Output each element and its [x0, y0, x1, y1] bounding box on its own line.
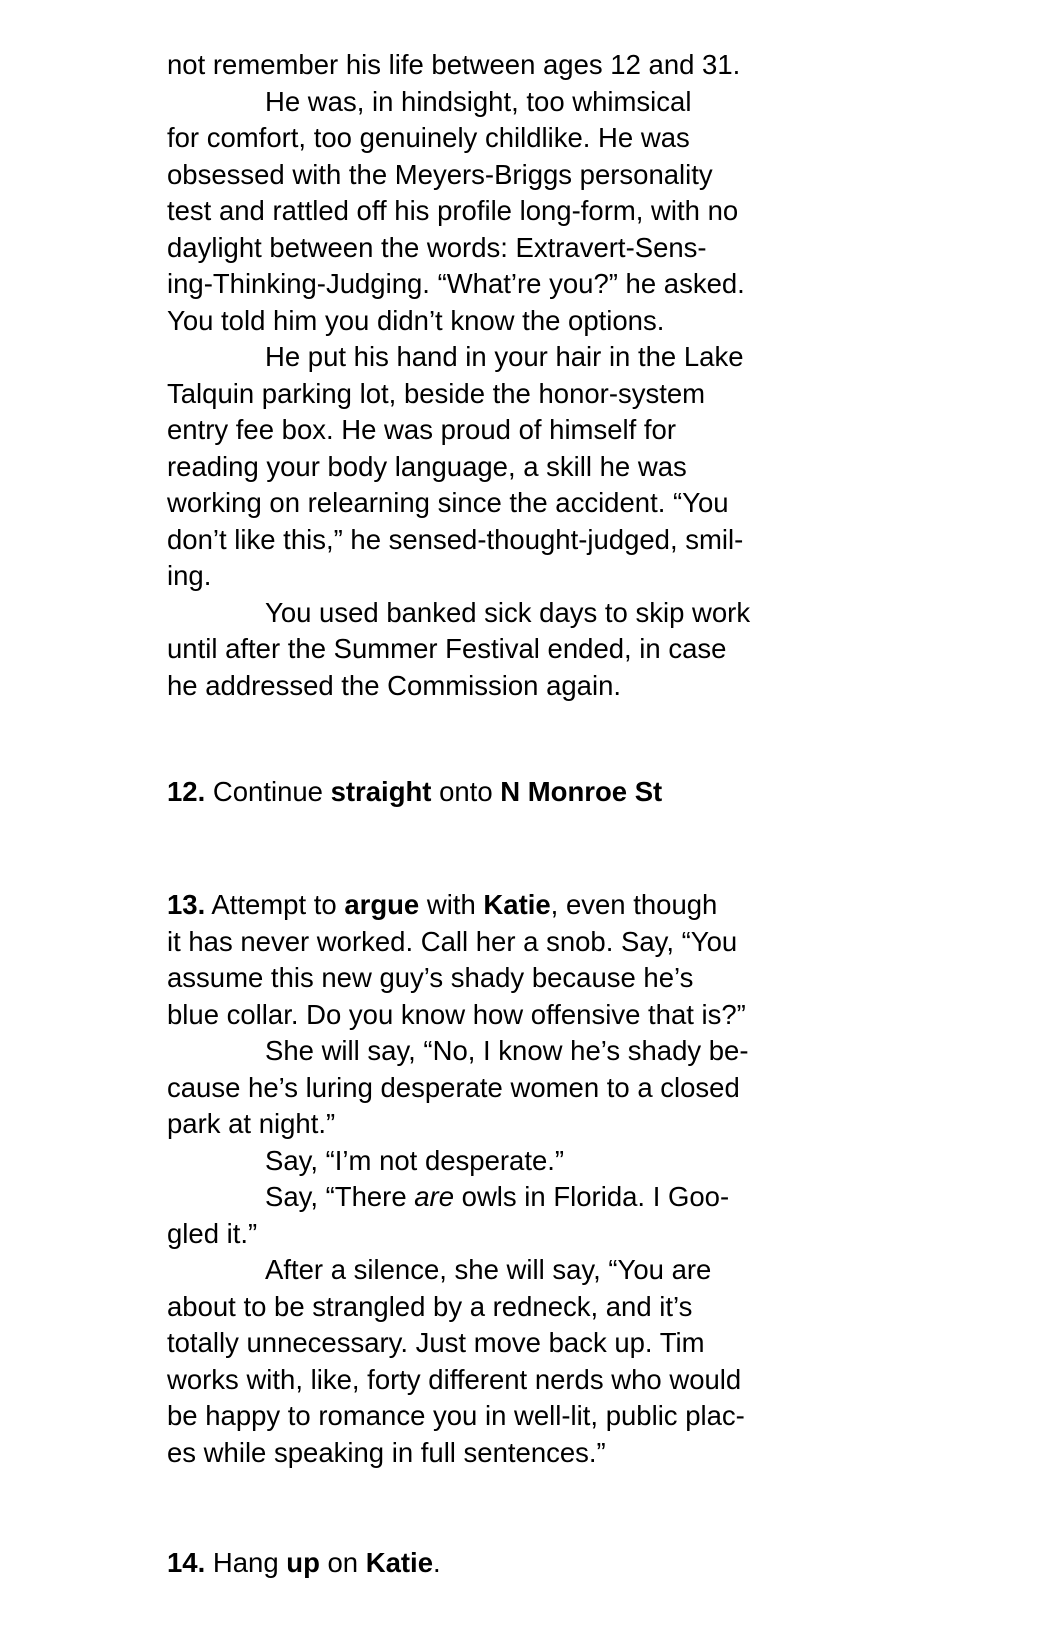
text-line — [167, 230, 827, 267]
text-line — [167, 157, 827, 194]
text-segment-regular: entry fee box. He was proud of himself for — [167, 414, 676, 445]
text-segment-regular: es while speaking in full sentences.” — [167, 1436, 606, 1468]
text-segment-regular: ing. — [167, 560, 212, 591]
text-segment-bold: up — [286, 1547, 320, 1578]
text-segment-regular: You used banked sick days to skip work — [265, 596, 751, 628]
text-line — [167, 997, 827, 1034]
text-line — [167, 1106, 827, 1143]
text-segment-regular: , even though — [550, 889, 718, 920]
text-segment-bold: straight — [330, 776, 432, 807]
text-segment-regular: Attempt to — [205, 889, 345, 920]
text-line — [167, 412, 827, 449]
text-segment-regular: gled it.” — [167, 1217, 258, 1249]
text-line — [167, 924, 827, 961]
text-segment-regular: Say, “I’m not desperate.” — [265, 1144, 565, 1176]
text-segment-regular: don’t like this,” he sensed-thought-judged, smil- — [167, 523, 744, 555]
text-segment-regular: with — [419, 889, 484, 920]
text-line — [167, 47, 827, 84]
text-segment-regular: After a silence, she will say, “You are — [265, 1254, 712, 1285]
text-segment-regular: You told him you didn’t know the options. — [167, 304, 665, 336]
text-segment-regular: ing-Thinking-Judging. “What’re you?” he asked. — [167, 268, 745, 299]
text-segment-regular: onto — [431, 776, 501, 807]
text-line — [167, 1325, 827, 1362]
direction-step-14 — [167, 1545, 827, 1582]
text-segment-bold: 12. — [167, 776, 206, 807]
text-line — [167, 376, 827, 413]
text-line — [167, 84, 827, 121]
text-segment-regular: Talquin parking lot, beside the honor-system — [167, 377, 706, 409]
text-line — [167, 1289, 827, 1326]
text-segment-regular: blue collar. Do you know how offensive that is?” — [167, 998, 746, 1030]
text-line — [167, 1362, 827, 1399]
text-line — [167, 266, 827, 303]
text-line — [167, 595, 827, 632]
text-segment-regular: . — [433, 1547, 441, 1578]
text-segment-regular: Say, “There — [265, 1181, 415, 1212]
text-segment-regular: park at night.” — [167, 1108, 336, 1139]
text-line — [167, 522, 827, 559]
text-segment-regular: She will say, “No, I know he’s shady be- — [265, 1035, 749, 1066]
narrative-paragraphs — [167, 47, 827, 704]
text-segment-regular: Hang — [205, 1547, 287, 1578]
text-segment-regular: works with, like, forty different nerds who would — [167, 1363, 742, 1395]
text-segment-regular: for comfort, too genuinely childlike. He was — [167, 122, 690, 153]
text-segment-regular: totally unnecessary. Just move back up. Tim — [167, 1327, 705, 1358]
text-line — [167, 1545, 827, 1582]
text-line — [167, 960, 827, 997]
text-segment-regular: Continue — [205, 776, 331, 807]
text-line — [167, 668, 827, 705]
text-line — [167, 774, 827, 811]
text-segment-regular: working on relearning since the accident. “You — [167, 487, 729, 518]
text-line — [167, 1033, 827, 1070]
direction-step-12 — [167, 774, 827, 811]
text-segment-bold: argue — [344, 889, 420, 920]
text-segment-regular: He was, in hindsight, too whimsical — [265, 85, 692, 117]
text-line — [167, 1070, 827, 1107]
text-segment-regular: be happy to romance you in well-lit, public plac- — [167, 1400, 745, 1431]
text-segment-regular: owls in Florida. I Goo- — [454, 1181, 730, 1212]
text-line — [167, 485, 827, 522]
text-line — [167, 1398, 827, 1435]
text-line — [167, 631, 827, 668]
text-segment-bold: 13. — [167, 889, 206, 920]
text-segment-regular: it has never worked. Call her a snob. Say, “You — [167, 925, 738, 957]
text-segment-bold: N Monroe St — [500, 776, 663, 807]
text-line — [167, 303, 827, 340]
text-segment-regular: daylight between the words: Extravert-Sens- — [167, 231, 707, 263]
text-line — [167, 449, 827, 486]
text-segment-regular: cause he’s luring desperate women to a closed — [167, 1071, 740, 1103]
text-line — [167, 120, 827, 157]
text-line — [167, 558, 827, 595]
text-segment-regular: until after the Summer Festival ended, in case — [167, 633, 727, 664]
text-line — [167, 887, 827, 924]
text-segment-regular: obsessed with the Meyers-Briggs personality — [167, 158, 713, 190]
text-segment-italic: are — [414, 1181, 455, 1212]
text-line — [167, 1252, 827, 1289]
text-line — [167, 1179, 827, 1216]
text-segment-regular: not remember his life between ages 12 and 31. — [167, 49, 741, 80]
text-segment-regular: on — [319, 1547, 366, 1578]
text-segment-bold: 14. — [167, 1547, 206, 1578]
text-line — [167, 1435, 827, 1472]
text-segment-regular: about to be strangled by a redneck, and it’s — [167, 1290, 693, 1322]
text-segment-regular: He put his hand in your hair in the Lake — [265, 341, 744, 372]
text-segment-bold: Katie — [483, 889, 551, 920]
text-line — [167, 1143, 827, 1180]
text-segment-regular: test and rattled off his profile long-form, with no — [167, 195, 739, 226]
text-line — [167, 339, 827, 376]
text-segment-bold: Katie — [365, 1547, 433, 1578]
text-segment-regular: he addressed the Commission again. — [167, 669, 622, 701]
text-segment-regular: assume this new guy’s shady because he’s — [167, 962, 694, 993]
text-line — [167, 1216, 827, 1253]
direction-step-13 — [167, 887, 827, 1471]
text-line — [167, 193, 827, 230]
text-segment-regular: reading your body language, a skill he was — [167, 450, 687, 482]
